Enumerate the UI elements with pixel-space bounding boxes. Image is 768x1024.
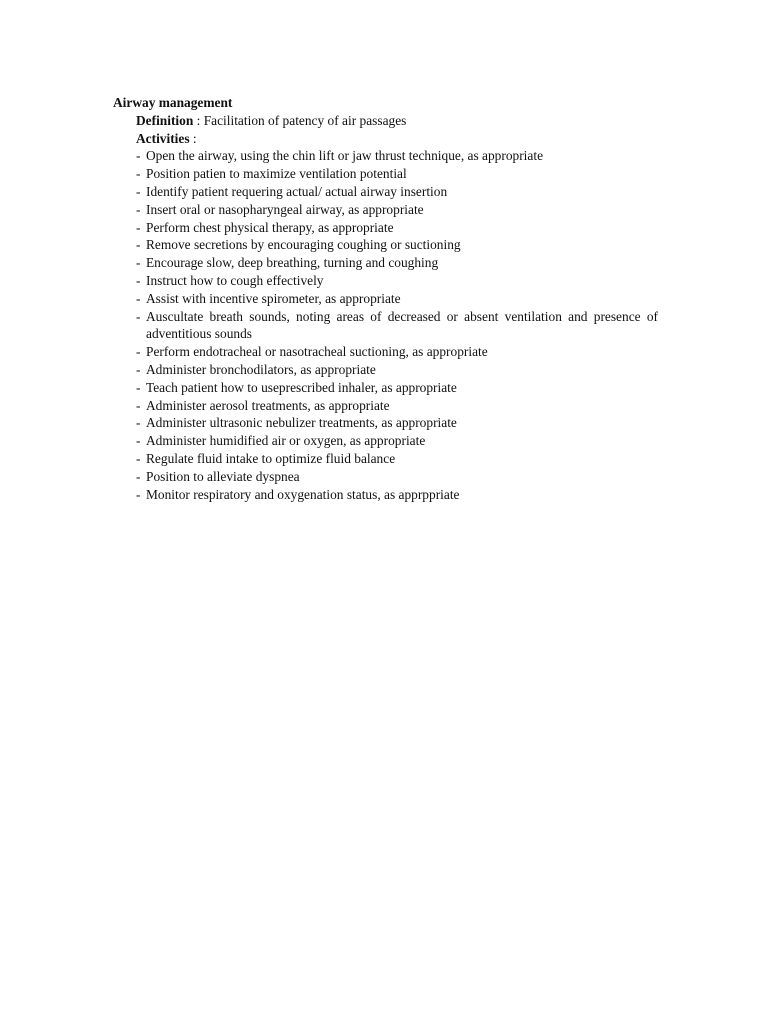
activity-text: Administer humidified air or oxygen, as appropriate bbox=[146, 433, 426, 449]
bullet-dash: - bbox=[136, 201, 141, 217]
activity-text: Remove secretions by encouraging coughing or suctioning bbox=[146, 237, 461, 253]
definition-text: Facilitation of patency of air passages bbox=[203, 112, 407, 128]
activity-text: Assist with incentive spirometer, as appropriate bbox=[146, 290, 401, 306]
document-title: Airway management bbox=[113, 95, 233, 110]
activity-text: Administer bronchodilators, as appropriate bbox=[146, 361, 376, 377]
activities-separator: : bbox=[189, 130, 197, 146]
definition-label: Definition bbox=[136, 112, 194, 128]
activity-text: Open the airway, using the chin lift or jaw thrust technique, as appropriate bbox=[146, 148, 544, 164]
bullet-dash: - bbox=[136, 468, 141, 484]
activities-label: Activities bbox=[136, 130, 190, 146]
bullet-dash: - bbox=[136, 255, 141, 271]
bullet-dash: - bbox=[136, 344, 141, 360]
activity-item bbox=[136, 308, 658, 344]
bullet-dash: - bbox=[136, 290, 141, 306]
activities-list bbox=[113, 147, 658, 503]
activity-item bbox=[136, 432, 658, 450]
document-content bbox=[113, 94, 658, 503]
activity-item bbox=[136, 379, 658, 397]
bullet-dash: - bbox=[136, 148, 141, 164]
activities-heading-row bbox=[113, 130, 658, 148]
bullet-dash: - bbox=[136, 237, 141, 253]
bullet-dash: - bbox=[136, 415, 141, 431]
activity-text: Administer ultrasonic nebulizer treatments, as appropriate bbox=[146, 415, 457, 431]
activity-item bbox=[136, 165, 658, 183]
bullet-dash: - bbox=[136, 183, 141, 199]
bullet-dash: - bbox=[136, 433, 141, 449]
bullet-dash: - bbox=[136, 308, 141, 324]
activity-text: Teach patient how to useprescribed inhaler, as appropriate bbox=[146, 379, 457, 395]
activity-item bbox=[136, 468, 658, 486]
bullet-dash: - bbox=[136, 219, 141, 235]
activity-text: Perform chest physical therapy, as appropriate bbox=[146, 219, 394, 235]
activity-text: Regulate fluid intake to optimize fluid balance bbox=[146, 450, 396, 466]
activity-text: Position patien to maximize ventilation potential bbox=[146, 166, 407, 182]
activity-item bbox=[136, 343, 658, 361]
activity-item bbox=[136, 486, 658, 504]
activity-item bbox=[136, 414, 658, 432]
activity-text: Position to alleviate dyspnea bbox=[146, 468, 300, 484]
bullet-dash: - bbox=[136, 272, 141, 288]
activity-item bbox=[136, 147, 658, 165]
activity-item bbox=[136, 397, 658, 415]
activity-item bbox=[136, 201, 658, 219]
activity-item bbox=[136, 183, 658, 201]
definition-row bbox=[113, 112, 658, 130]
activity-text: Auscultate breath sounds, noting areas of decreased or absent ventilation and presence of adventitious sounds bbox=[146, 308, 658, 342]
activity-text: Insert oral or nasopharyngeal airway, as appropriate bbox=[146, 201, 424, 217]
activity-text: Encourage slow, deep breathing, turning and coughing bbox=[146, 255, 439, 271]
activity-text: Administer aerosol treatments, as appropriate bbox=[146, 397, 390, 413]
activity-text: Instruct how to cough effectively bbox=[146, 272, 324, 288]
activity-item bbox=[136, 219, 658, 237]
activity-text: Identify patient requering actual/ actual airway insertion bbox=[146, 183, 448, 199]
activity-item bbox=[136, 450, 658, 468]
bullet-dash: - bbox=[136, 166, 141, 182]
bullet-dash: - bbox=[136, 450, 141, 466]
activity-item bbox=[136, 290, 658, 308]
activity-text: Monitor respiratory and oxygenation status, as apprppriate bbox=[146, 486, 460, 502]
activity-item bbox=[136, 236, 658, 254]
definition-separator: : bbox=[193, 112, 204, 128]
activity-item bbox=[136, 254, 658, 272]
bullet-dash: - bbox=[136, 397, 141, 413]
activity-item bbox=[136, 272, 658, 290]
bullet-dash: - bbox=[136, 486, 141, 502]
activity-item bbox=[136, 361, 658, 379]
activity-text: Perform endotracheal or nasotracheal suctioning, as appropriate bbox=[146, 344, 488, 360]
bullet-dash: - bbox=[136, 379, 141, 395]
bullet-dash: - bbox=[136, 361, 141, 377]
